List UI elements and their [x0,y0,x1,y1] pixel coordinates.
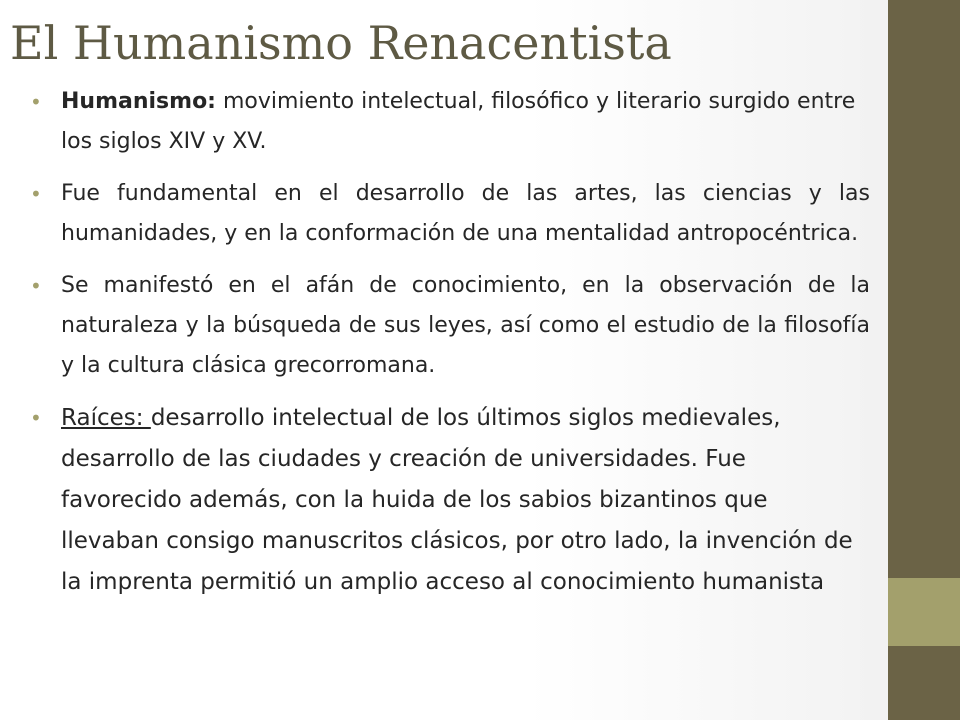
bullet-text: Se manifestó en el afán de conocimiento, en la observación de la naturaleza y la búsqueda de sus leyes, así como el estudio de la filosofía y la cultura clásica grecorromana. [61,273,870,378]
bullet-text: Fue fundamental en el desarrollo de las artes, las ciencias y las humanidades, y en la conformación de una mentalidad antropocéntrica. [61,181,870,246]
bullet-term: Raíces: [61,405,151,431]
bullet-list [28,82,870,603]
bullet-dot-icon: • [30,182,42,206]
bullet-text: movimiento intelectual, filosófico y literario surgido entre los siglos XIV y XV. [61,89,856,154]
bullet-text: desarrollo intelectual de los últimos siglos medievales, desarrollo de las ciudades y creación de universidades. Fue favorecido además, con la huida de los sabios bizantinos que llevaban consigo manuscritos clásicos, por otro lado, la invención de la imprenta permitió un amplio acceso al conocimiento humanista [61,405,853,595]
bullet-manifesto [28,266,870,386]
sidebar-band-top [888,0,960,578]
bullet-humanismo [28,82,870,162]
bullet-fundamental [28,174,870,254]
bullet-dot-icon: • [30,274,42,298]
slide-title: El Humanismo Renacentista [10,16,672,70]
bullet-dot-icon: • [30,406,42,430]
bullet-dot-icon: • [30,90,42,114]
bullet-term: Humanismo: [61,89,216,114]
sidebar-band-bottom [888,646,960,720]
sidebar-band-accent [888,578,960,646]
bullet-raices [28,398,870,603]
